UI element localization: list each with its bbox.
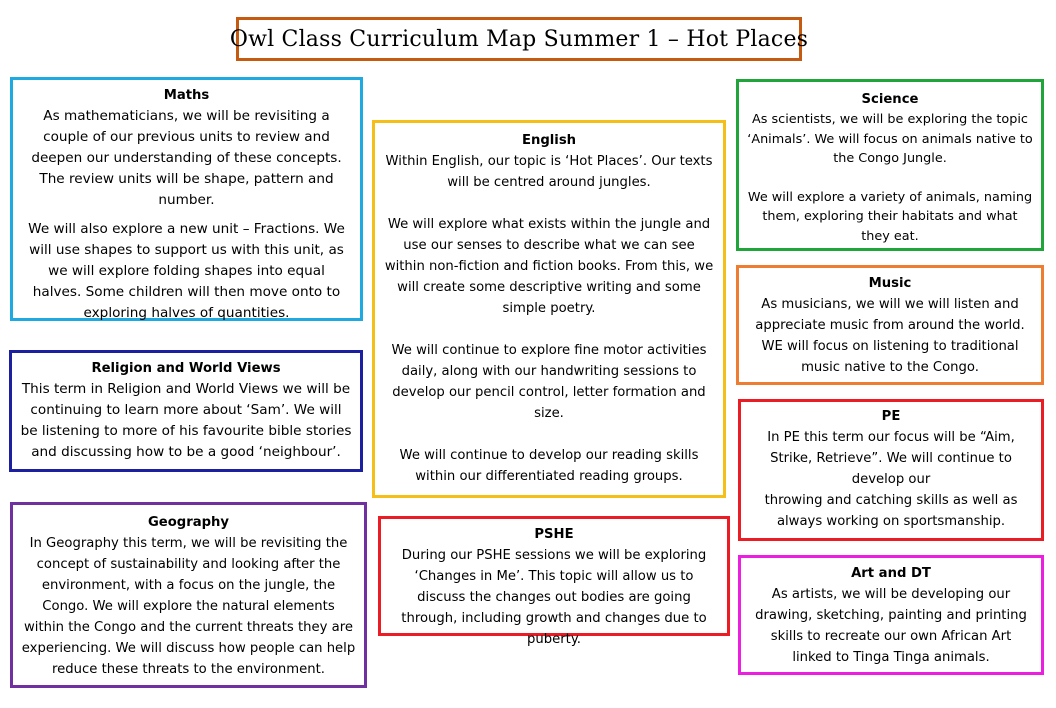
music-heading: Music — [868, 276, 912, 291]
english-box — [372, 120, 726, 498]
music-paragraph-1: As musicians, we will we will listen and appreciate music from around the world. WE will focus on listening to traditional music native to the Congo. — [755, 297, 1025, 375]
religion-box — [9, 350, 363, 472]
music-box — [736, 265, 1044, 385]
science-paragraph-2: We will explore a variety of animals, naming them, exploring their habitats and what they eat. — [747, 189, 1033, 244]
maths-paragraph-1: As mathematicians, we will be revisiting a couple of our previous units to review and deepen our understanding of these concepts. The review units will be shape, pattern and number. — [31, 108, 342, 208]
pshe-paragraph-1: During our PSHE sessions we will be exploring ‘Changes in Me’. This topic will allow us to discuss the changes out bodies are going through, including growth and changes due to puberty. — [401, 548, 707, 647]
art-paragraph-1: As artists, we will be developing our drawing, sketching, painting and printing skills to recreate our own African Art linked to Tinga Tinga animals. — [755, 587, 1027, 665]
religion-paragraph-1: This term in Religion and World Views we will be continuing to learn more about ‘Sam’. We will be listening to more of his favourite bible stories and discussing how to be a good ‘neighbour’. — [20, 381, 352, 460]
religion-heading: Religion and World Views — [91, 361, 281, 376]
art-box — [738, 555, 1044, 675]
pshe-box — [378, 516, 730, 647]
geography-paragraph-1: In Geography this term, we will be revisiting the concept of sustainability and looking after the environment, with a focus on the jungle, the Congo. We will explore the natural elements within the Congo and the current threats they are experiencing. We will discuss how people can help reduce these threats to the environment. — [21, 536, 356, 677]
maths-heading: Maths — [163, 88, 210, 103]
art-heading: Art and DT — [851, 566, 931, 581]
maths-box — [10, 77, 363, 321]
science-heading: Science — [861, 92, 919, 107]
english-paragraph-4: We will continue to develop our reading skills within our differentiated reading groups. — [399, 448, 699, 484]
pshe-heading: PSHE — [534, 527, 574, 542]
pe-paragraph-2: throwing and catching skills as well as always working on sportsmanship. — [764, 493, 1018, 529]
english-paragraph-1: Within English, our topic is ‘Hot Places’. Our texts will be centred around jungles. — [385, 154, 713, 190]
science-box — [736, 79, 1044, 251]
maths-paragraph-2: We will also explore a new unit – Fractions. We will use shapes to support us with this unit, as we will explore folding shapes into equal halves. Some children will then move onto to exploring halves of quantities. — [28, 221, 345, 321]
english-heading: English — [521, 133, 577, 148]
page-title-box — [229, 17, 809, 61]
pe-paragraph-1: In PE this term our focus will be “Aim, Strike, Retrieve”. We will continue to develop our — [767, 430, 1015, 487]
english-paragraph-2: We will explore what exists within the jungle and use our senses to describe what we can see within non-fiction and fiction books. From this, we will create some descriptive writing and some simple poetry. — [384, 217, 714, 316]
pe-box — [738, 399, 1044, 541]
pe-heading: PE — [881, 409, 901, 424]
science-paragraph-1: As scientists, we will be exploring the topic ‘Animals’. We will focus on animals native to the Congo Jungle. — [747, 112, 1033, 166]
geography-heading: Geography — [147, 515, 230, 530]
geography-box — [10, 502, 367, 688]
english-paragraph-3: We will continue to explore fine motor activities daily, along with our handwriting sessions to develop our pencil control, letter formation and size. — [391, 343, 707, 421]
page-title: Owl Class Curriculum Map Summer 1 – Hot Places — [229, 26, 809, 52]
